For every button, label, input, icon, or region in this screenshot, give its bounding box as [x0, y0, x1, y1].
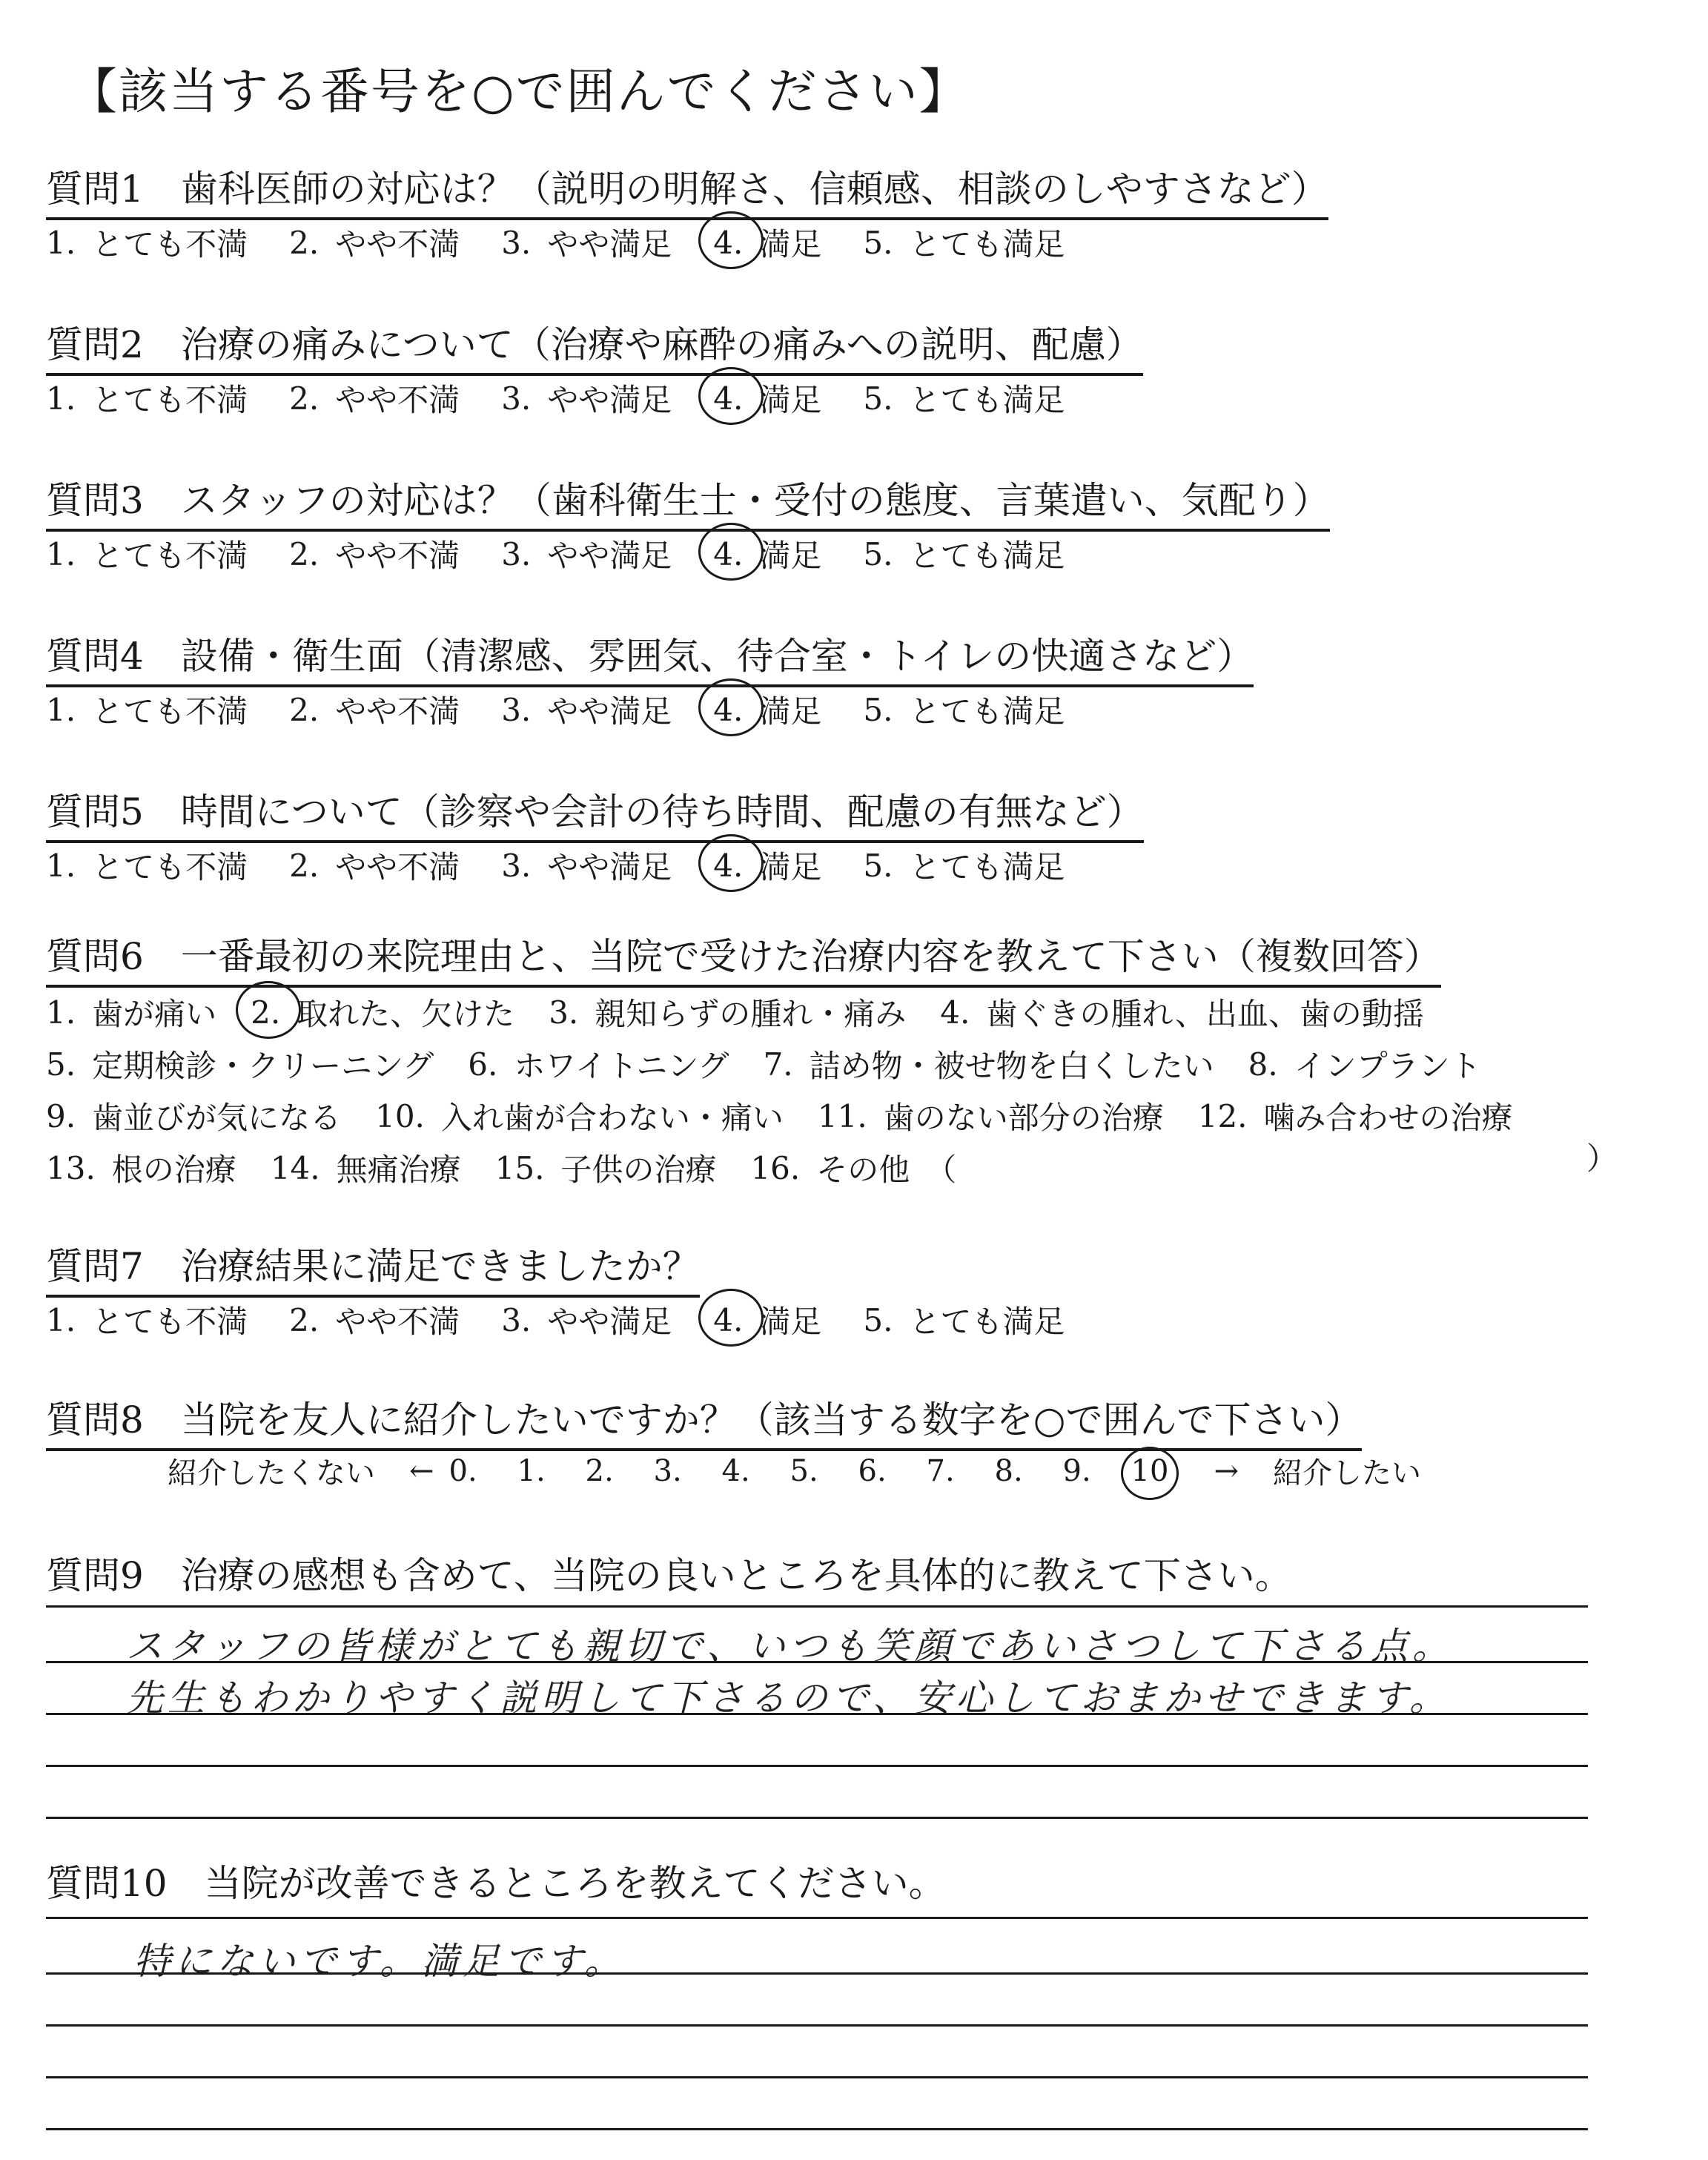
q9-title: 質問9 治療の感想も含めて、当院の良いところを具体的に教えて下さい。: [46, 1554, 1292, 1597]
q6-option[interactable]: [1248, 1042, 1481, 1086]
q8-scale-value[interactable]: 3.: [653, 1453, 682, 1488]
q6-option-number: 13.: [46, 1149, 96, 1186]
q4-option-3[interactable]: [501, 687, 672, 732]
q5-option-5[interactable]: [863, 843, 1065, 888]
q7-title: 質問7 治療結果に満足できましたか？: [46, 1237, 700, 1298]
q6-row-1: [46, 990, 1458, 1034]
q7-option-4[interactable]: [713, 1298, 821, 1342]
q4-option-number: 5.: [863, 691, 893, 728]
form-header: 【該当する番号を○で囲んでください】: [68, 63, 970, 120]
q6-option-label: 詰め物・被せ物を白くしたい: [809, 1048, 1214, 1084]
q2-option-label: やや不満: [335, 382, 460, 418]
q10-rule-2: [46, 1972, 1588, 1975]
q7-options: [46, 1298, 1106, 1342]
q6-option-number: 5.: [46, 1046, 76, 1083]
q6-row-4: [46, 1146, 990, 1190]
q5-option-1[interactable]: [46, 843, 248, 888]
q3-option-2[interactable]: [289, 532, 460, 576]
q4-options: [46, 687, 1106, 732]
q6-option-label: 根の治療: [111, 1152, 236, 1188]
q4-option-number: 3.: [501, 691, 532, 728]
q7-option-1[interactable]: [46, 1298, 248, 1342]
q3-option-number: 3.: [501, 535, 532, 572]
q6-option-label: 歯のない部分の治療: [883, 1100, 1164, 1136]
q2-option-label: 満足: [759, 382, 822, 418]
q2-option-label: とても不満: [92, 382, 248, 418]
q3-options: [46, 532, 1106, 576]
q3-option-label: とても不満: [92, 538, 248, 574]
q1-option-1[interactable]: [46, 220, 248, 265]
q3-option-5[interactable]: [863, 532, 1065, 576]
q4-option-4[interactable]: [713, 687, 821, 732]
q6-option-label: 子供の治療: [560, 1152, 717, 1188]
q4-option-label: とても不満: [92, 693, 248, 730]
q6-option[interactable]: [468, 1042, 729, 1086]
q9-rule-2: [46, 1661, 1588, 1663]
q6-option[interactable]: [46, 990, 216, 1034]
q6-option-number: 6.: [468, 1046, 498, 1083]
q1-option-label: やや不満: [335, 226, 460, 262]
q7-option-label: やや満足: [547, 1304, 672, 1340]
q8-title: 質問8 当院を友人に紹介したいですか？（該当する数字を○で囲んで下さい）: [46, 1390, 1362, 1451]
q6-option-number: 1.: [46, 994, 76, 1031]
q6-option-label: 親知らずの腫れ・痛み: [595, 996, 907, 1032]
q3-title: 質問3 スタッフの対応は？（歯科衛生士・受付の態度、言葉遣い、気配り）: [46, 471, 1330, 532]
q6-row-2: [46, 1042, 1515, 1086]
q6-option[interactable]: [549, 990, 906, 1034]
q1-option-2[interactable]: [289, 220, 460, 265]
q2-option-4[interactable]: [713, 376, 821, 420]
q6-option-label: 無痛治療: [336, 1152, 461, 1188]
q6-close-paren: ）: [1586, 1140, 1618, 1177]
q8-scale-value[interactable]: 2.: [585, 1453, 614, 1488]
q4-option-label: とても満足: [909, 693, 1065, 730]
q5-option-label: やや満足: [547, 849, 672, 885]
q2-option-number: 5.: [863, 380, 893, 417]
q6-option-label: 入れ歯が合わない・痛い: [440, 1100, 784, 1136]
q6-option[interactable]: [764, 1042, 1214, 1086]
q4-option-label: 満足: [759, 693, 822, 730]
q1-option-number: 1.: [46, 224, 76, 261]
q1-option-label: とても不満: [92, 226, 248, 262]
q6-option[interactable]: [46, 1146, 236, 1190]
q6-option[interactable]: [1198, 1094, 1513, 1138]
q4-option-label: やや満足: [547, 693, 672, 730]
q6-option-label: インプラント: [1294, 1048, 1481, 1084]
q8-scale-value[interactable]: 0.: [448, 1453, 477, 1488]
q5-option-label: とても不満: [92, 849, 248, 885]
q1-option-number: 5.: [863, 224, 893, 261]
q5-option-number: 1.: [46, 847, 76, 884]
q6-option[interactable]: [271, 1146, 461, 1190]
q2-option-5[interactable]: [863, 376, 1065, 420]
q1-option-3[interactable]: [501, 220, 672, 265]
q8-values: [449, 1454, 1199, 1488]
q7-option-label: とても不満: [92, 1304, 248, 1340]
q6-option-label: 歯が痛い: [92, 996, 217, 1032]
q6-option-number: 16.: [750, 1149, 801, 1186]
q5-options: [46, 843, 1106, 888]
q2-option-label: とても満足: [909, 382, 1065, 418]
q6-row-3: [46, 1094, 1547, 1138]
q1-title: 質問1 歯科医師の対応は？（説明の明解さ、信頼感、相談のしやすさなど）: [46, 159, 1328, 220]
q6-option-number: 14.: [270, 1149, 320, 1186]
q6-option[interactable]: [46, 1042, 434, 1086]
q7-option-label: 満足: [759, 1304, 822, 1340]
q8-scale-value[interactable]: 4.: [721, 1453, 750, 1488]
q5-option-number: 3.: [501, 847, 532, 884]
q6-option[interactable]: [375, 1094, 784, 1138]
q3-option-label: やや不満: [335, 538, 460, 574]
q10-answer-line-1[interactable]: 特にないです。満足です。: [133, 1940, 626, 1983]
q8-scale-value[interactable]: 1.: [517, 1453, 546, 1488]
q3-option-3[interactable]: [501, 532, 672, 576]
q5-option-label: とても満足: [909, 849, 1065, 885]
q7-option-number: 4.: [713, 1301, 744, 1338]
q8-scale-value[interactable]: 6.: [858, 1453, 887, 1488]
q9-rule-4: [46, 1765, 1588, 1767]
q4-title: 質問4 設備・衛生面（清潔感、雰囲気、待合室・トイレの快適さなど）: [46, 627, 1254, 687]
q1-option-number: 4.: [713, 224, 744, 261]
q9-answer-line-1[interactable]: スタッフの皆様がとても親切で、いつも笑顔であいさつして下さる点。: [126, 1625, 1454, 1668]
q7-option-number: 5.: [863, 1301, 893, 1338]
q8-scale-value[interactable]: 8.: [994, 1453, 1023, 1488]
q6-option-label: 定期検診・クリーニング: [92, 1048, 434, 1084]
q6-option-number: 12.: [1197, 1097, 1248, 1135]
q8-right-label: 紹介したい: [1273, 1456, 1422, 1490]
q8-scale-value[interactable]: 7.: [926, 1453, 955, 1488]
q10-rule-4: [46, 2076, 1588, 2078]
q10-rule-3: [46, 2024, 1588, 2027]
q7-option-label: やや不満: [335, 1304, 460, 1340]
q8-scale-value[interactable]: 10: [1131, 1454, 1199, 1488]
right-arrow-icon: →: [1214, 1453, 1239, 1488]
q3-option-label: とても満足: [909, 538, 1065, 574]
q7-option-number: 2.: [289, 1301, 320, 1338]
q6-option[interactable]: [46, 1094, 341, 1138]
q5-option-number: 4.: [713, 847, 744, 884]
q6-option[interactable]: [750, 1146, 956, 1190]
q3-option-number: 2.: [289, 535, 320, 572]
left-arrow-icon: ←: [409, 1453, 434, 1488]
q2-option-label: やや満足: [547, 382, 672, 418]
q9-rule-5: [46, 1817, 1588, 1819]
q6-option-number: 10.: [375, 1097, 425, 1135]
q2-option-2[interactable]: [289, 376, 460, 420]
q1-option-number: 3.: [501, 224, 532, 261]
q4-option-label: やや不満: [335, 693, 460, 730]
q6-option-number: 4.: [940, 994, 970, 1031]
q1-option-number: 2.: [289, 224, 320, 261]
q6-option-label: 歯並びが気になる: [92, 1100, 342, 1136]
q6-option-label: ホワイトニング: [514, 1048, 729, 1084]
q2-option-number: 2.: [289, 380, 320, 417]
q7-option-3[interactable]: [501, 1298, 672, 1342]
q6-title: 質問6 一番最初の来院理由と、当院で受けた治療内容を教えて下さい（複数回答）: [46, 927, 1441, 988]
q9-answer-line-2[interactable]: 先生もわかりやすく説明して下さるので、安心しておまかせできます。: [126, 1677, 1451, 1720]
q7-option-number: 1.: [46, 1301, 76, 1338]
q6-option[interactable]: [940, 990, 1424, 1034]
q4-option-5[interactable]: [863, 687, 1065, 732]
q10-rule-5: [46, 2128, 1588, 2130]
q7-option-label: とても満足: [909, 1304, 1065, 1340]
q6-option[interactable]: [818, 1094, 1164, 1138]
q4-option-number: 1.: [46, 691, 76, 728]
q1-option-5[interactable]: [863, 220, 1065, 265]
q8-left-label: 紹介したくない: [168, 1456, 375, 1490]
q8-scale-value[interactable]: 5.: [790, 1453, 818, 1488]
q6-option-number: 2.: [251, 994, 281, 1031]
q2-option-number: 1.: [46, 380, 76, 417]
q3-option-number: 4.: [713, 535, 744, 572]
q2-option-3[interactable]: [501, 376, 672, 420]
q6-option-number: 11.: [817, 1097, 867, 1135]
q2-option-number: 4.: [713, 380, 744, 417]
q1-option-label: やや満足: [547, 226, 672, 262]
q6-option-label: その他 （: [816, 1152, 957, 1188]
q1-options: [46, 220, 1106, 265]
q6-option[interactable]: [495, 1146, 717, 1190]
q7-option-number: 3.: [501, 1301, 532, 1338]
q3-option-label: 満足: [759, 538, 822, 574]
q7-option-2[interactable]: [289, 1298, 460, 1342]
q5-option-label: 満足: [759, 849, 822, 885]
q6-option-number: 3.: [549, 994, 579, 1031]
q6-option-label: 取れた、欠けた: [297, 996, 515, 1032]
q6-option-number: 15.: [494, 1149, 545, 1186]
q4-option-2[interactable]: [289, 687, 460, 732]
q10-rule-1: [46, 1917, 1588, 1919]
q10-title: 質問10 当院が改善できるところを教えてください。: [46, 1862, 946, 1905]
q1-option-4[interactable]: [713, 220, 821, 265]
q3-option-1[interactable]: [46, 532, 248, 576]
q6-option-number: 9.: [46, 1097, 76, 1135]
q4-option-1[interactable]: [46, 687, 248, 732]
q8-scale-value[interactable]: 9.: [1062, 1453, 1091, 1488]
q5-option-2[interactable]: [289, 843, 460, 888]
q9-rule-3: [46, 1713, 1588, 1715]
q2-title: 質問2 治療の痛みについて（治療や麻酔の痛みへの説明、配慮）: [46, 315, 1143, 376]
q1-option-label: 満足: [759, 226, 822, 262]
q6-option[interactable]: [251, 990, 514, 1034]
q3-option-4[interactable]: [713, 532, 821, 576]
q8-scale: [148, 1450, 1440, 1492]
q6-option-number: 8.: [1248, 1046, 1278, 1083]
q2-options: [46, 376, 1106, 420]
q3-option-number: 1.: [46, 535, 76, 572]
q5-option-3[interactable]: [501, 843, 672, 888]
q9-rule-1: [46, 1605, 1588, 1608]
q6-option-label: 歯ぐきの腫れ、出血、歯の動揺: [986, 996, 1424, 1032]
q6-option-number: 7.: [763, 1046, 793, 1083]
q5-option-number: 5.: [863, 847, 893, 884]
q5-option-number: 2.: [289, 847, 320, 884]
q5-option-label: やや不満: [335, 849, 460, 885]
q5-option-4[interactable]: [713, 843, 821, 888]
q3-option-number: 5.: [863, 535, 893, 572]
q5-title: 質問5 時間について（診察や会計の待ち時間、配慮の有無など）: [46, 782, 1144, 843]
q6-option-label: 噛み合わせの治療: [1263, 1100, 1513, 1136]
q2-option-1[interactable]: [46, 376, 248, 420]
q3-option-label: やや満足: [547, 538, 672, 574]
q1-option-label: とても満足: [909, 226, 1065, 262]
q4-option-number: 2.: [289, 691, 320, 728]
q4-option-number: 4.: [713, 691, 744, 728]
q7-option-5[interactable]: [863, 1298, 1065, 1342]
q2-option-number: 3.: [501, 380, 532, 417]
